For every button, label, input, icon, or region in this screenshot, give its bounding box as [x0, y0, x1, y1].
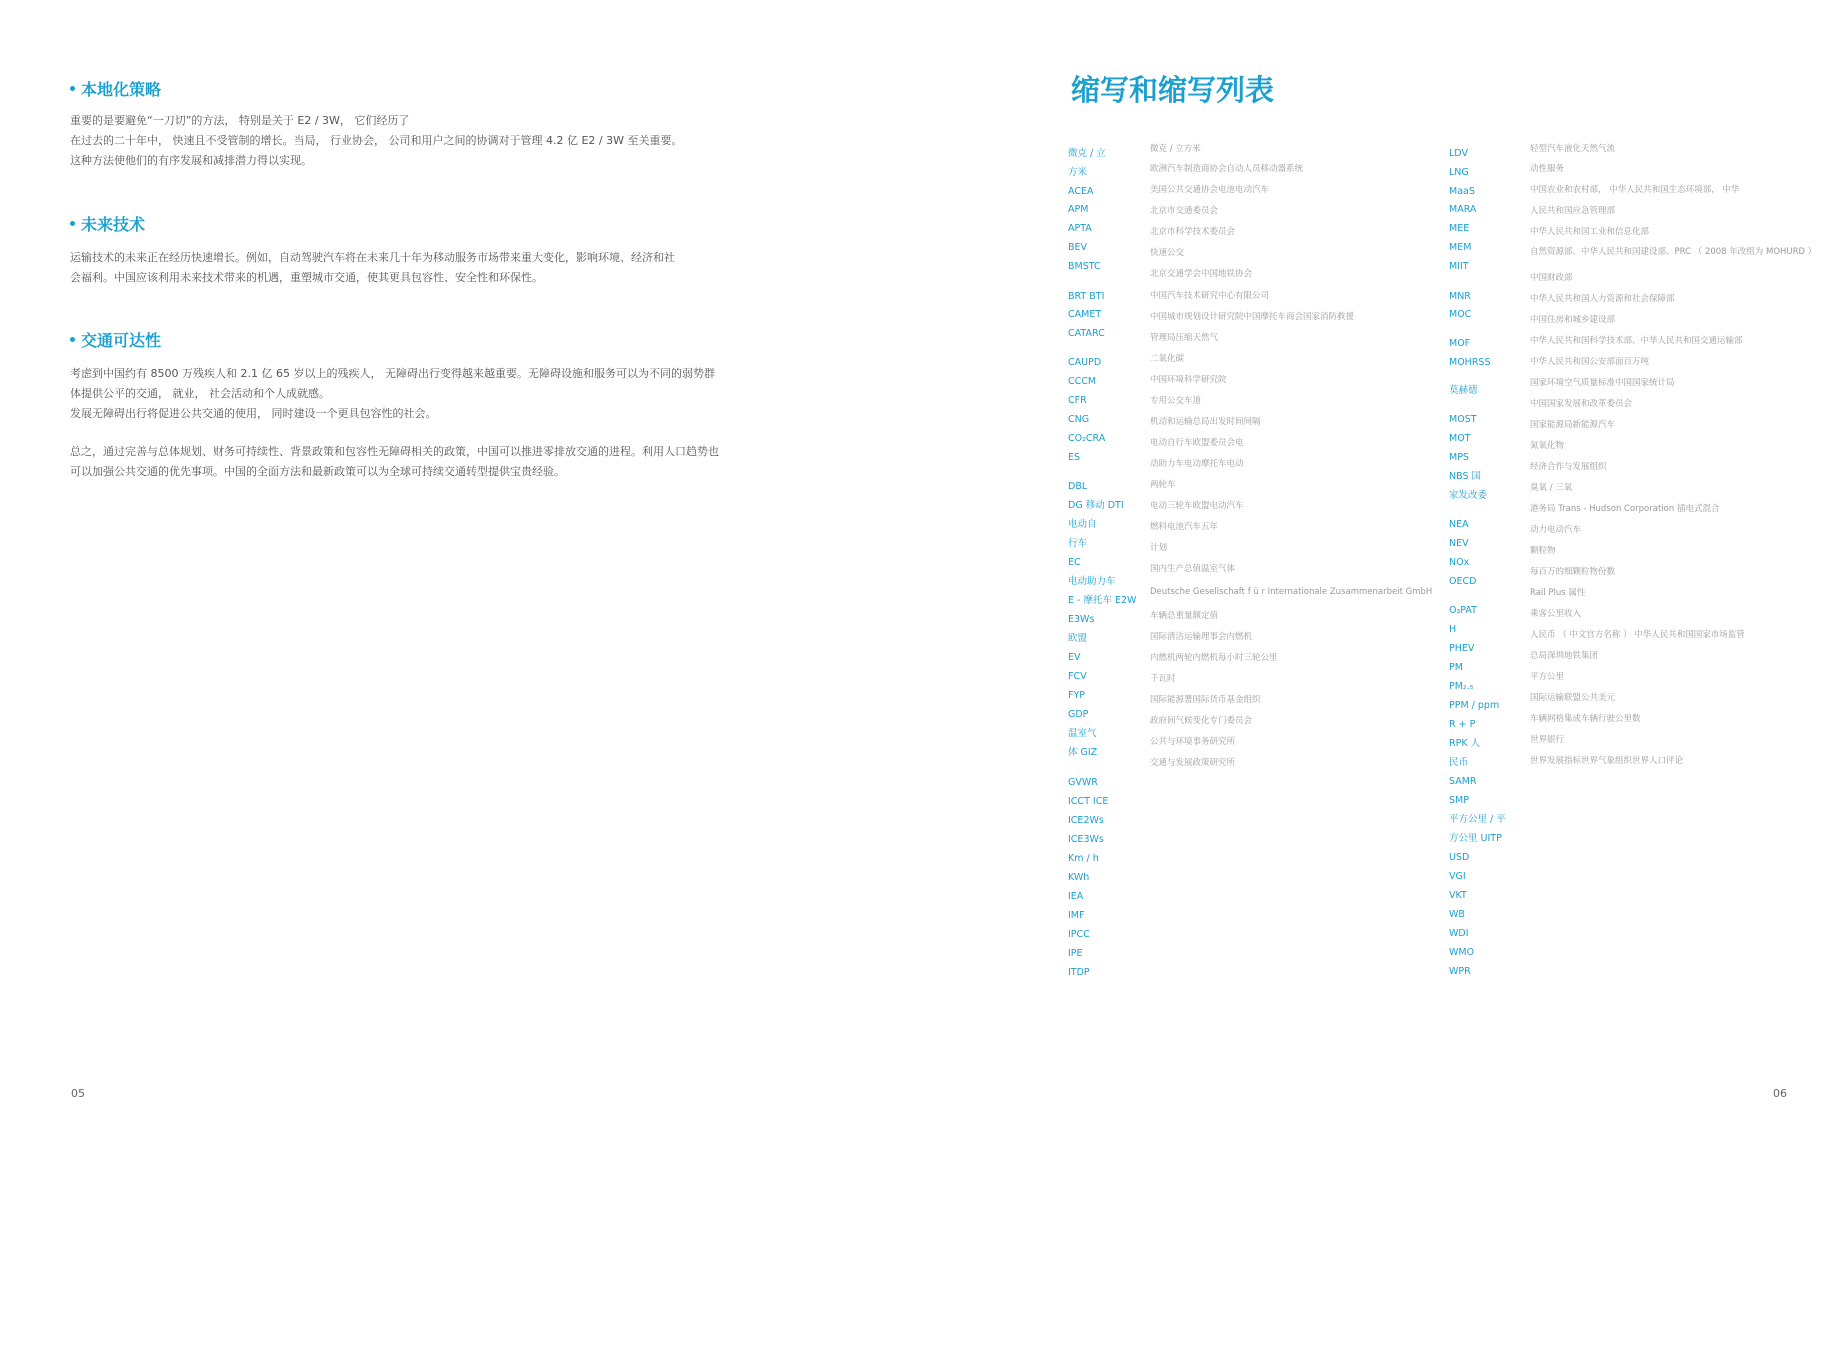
abbreviation-definition: 中国汽车技术研究中心有限公司 — [1150, 291, 1270, 301]
abbreviation-item — [1449, 180, 1475, 198]
abbreviation-term: ICE2Ws — [1068, 815, 1104, 826]
abbreviation-item — [1068, 370, 1096, 388]
abbreviation-term: ICCT ICE — [1068, 796, 1109, 807]
abbreviation-item — [1449, 484, 1487, 502]
abbreviation-item — [1449, 379, 1478, 397]
abbreviation-term: GDP — [1068, 709, 1089, 720]
abbreviation-item — [1068, 961, 1090, 979]
abbreviation-term: PM — [1449, 662, 1463, 673]
abbreviation-item — [1068, 532, 1087, 550]
abbreviation-item — [1068, 904, 1084, 922]
abbreviation-term: BMSTC — [1068, 261, 1101, 272]
bullet-dot-icon — [70, 86, 75, 91]
abbreviation-item — [1449, 285, 1471, 303]
abbreviation-definition: 国家环境空气质量标准中国国家统计局 — [1530, 378, 1675, 388]
abbreviation-term: MEM — [1449, 242, 1472, 253]
abbreviation-item — [1449, 884, 1467, 902]
abbreviation-item — [1068, 665, 1087, 683]
abbreviation-term: FCV — [1068, 671, 1087, 682]
abbreviation-item — [1449, 618, 1456, 636]
abbreviation-definition: 北京市交通委员会 — [1150, 206, 1219, 216]
abbreviation-term: EC — [1068, 557, 1081, 568]
abbreviation-term: EV — [1068, 652, 1081, 663]
abbreviation-item — [1449, 217, 1469, 235]
abbreviation-item — [1449, 751, 1468, 769]
abbreviation-definition: 管理局压缩天然气 — [1150, 333, 1219, 343]
abbreviation-definition: 两轮车 — [1150, 480, 1176, 490]
abbreviation-term: SMP — [1449, 795, 1469, 806]
abbreviation-term: H — [1449, 624, 1457, 635]
abbreviation-item — [1449, 770, 1477, 788]
abbreviation-item — [1068, 180, 1093, 198]
abbreviation-term: WB — [1449, 909, 1465, 920]
abbreviation-item — [1068, 608, 1094, 626]
abbreviation-term: GVWR — [1068, 777, 1098, 788]
abbreviation-definition: 中华人民共和国科学技术部、中华人民共和国交通运输部 — [1530, 336, 1743, 346]
abbreviation-item — [1068, 475, 1087, 493]
abbreviation-item — [1068, 942, 1083, 960]
abbreviation-term: CATARC — [1068, 328, 1105, 339]
abbreviation-definition: 电动三轮车欧盟电动汽车 — [1150, 501, 1244, 511]
abbreviation-definition: 政府间气候变化专门委员会 — [1150, 716, 1253, 726]
abbreviation-definition: 平方公里 — [1530, 672, 1565, 682]
abbreviation-definition: 交通与发展政策研究所 — [1150, 758, 1236, 768]
abbreviation-definition: 国际能源署国际货币基金组织 — [1150, 695, 1261, 705]
abbreviation-term: WDI — [1449, 928, 1469, 939]
abbreviation-item — [1068, 408, 1089, 426]
abbreviation-item — [1068, 236, 1087, 254]
abbreviation-term: KWh — [1068, 872, 1090, 883]
page-number: 05 — [71, 1087, 85, 1100]
abbreviation-term: VGI — [1449, 871, 1466, 882]
abbreviation-term: CCCM — [1068, 376, 1097, 387]
abbreviation-definition: 自然资源部、中华人民共和国建设部、PRC （ 2008 年改组为 MOHURD ） — [1530, 247, 1817, 257]
abbreviation-term: DG 移动 DTI — [1068, 500, 1124, 511]
abbreviation-definition: 美国公共交通协会电池电动汽车 — [1150, 185, 1270, 195]
abbreviation-term: MOST — [1449, 414, 1477, 425]
abbreviation-item — [1449, 808, 1506, 826]
abbreviation-item — [1068, 551, 1081, 569]
abbreviation-definition: 总局深圳地铁集团 — [1530, 651, 1599, 661]
abbreviation-definition: 电动自行车欧盟委员会电 — [1150, 438, 1244, 448]
abbreviation-term: IEA — [1068, 891, 1084, 902]
abbreviation-term: E3Ws — [1068, 614, 1095, 625]
abbreviation-term: MEE — [1449, 223, 1470, 234]
abbreviation-item — [1449, 941, 1474, 959]
abbreviation-item — [1449, 332, 1470, 350]
abbreviation-item — [1449, 637, 1474, 655]
abbreviation-term: WMO — [1449, 947, 1475, 958]
abbreviation-item — [1068, 684, 1085, 702]
abbreviation-definition: 人民币 （ 中文官方名称 ） 中华人民共和国国家市场监管 — [1530, 630, 1745, 640]
abbreviation-item — [1449, 789, 1469, 807]
abbreviation-term: 方米 — [1068, 167, 1088, 178]
abbreviation-item — [1068, 885, 1083, 903]
abbreviation-item — [1449, 465, 1481, 483]
abbreviation-definition: 机动和运输总局出发时间间隔 — [1150, 417, 1261, 427]
abbreviation-term: NEV — [1449, 538, 1469, 549]
abbreviation-definition: 中国农业和农村部， 中华人民共和国生态环境部， 中华 — [1530, 185, 1740, 195]
abbreviation-term: PM₂.₅ — [1449, 681, 1474, 692]
abbreviation-item — [1068, 217, 1092, 235]
abbreviation-definition: 千瓦时 — [1150, 674, 1176, 684]
abbreviation-item — [1068, 513, 1097, 531]
section-title: 交通可达性 — [70, 330, 790, 352]
abbreviation-item — [1449, 351, 1490, 369]
abbreviation-item — [1068, 627, 1087, 645]
section-localization — [70, 79, 790, 171]
abbreviation-item — [1068, 809, 1104, 827]
abbreviation-term: APM — [1068, 204, 1089, 215]
abbreviation-term: MIIT — [1449, 261, 1469, 272]
abbreviation-term: CAMET — [1068, 309, 1102, 320]
abbreviation-term: LNG — [1449, 167, 1469, 178]
abbreviation-term: CAUPD — [1068, 357, 1102, 368]
abbreviation-item — [1449, 161, 1469, 179]
abbreviation-definition: 国内生产总值温室气体 — [1150, 564, 1236, 574]
abbreviation-item — [1068, 161, 1087, 179]
abbreviation-definition: 经济合作与发展组织 — [1530, 462, 1607, 472]
abbreviation-term: O₃PAT — [1449, 605, 1477, 616]
abbreviation-definition: 中国住房和城乡建设部 — [1530, 315, 1616, 325]
abbreviation-definition: 二氧化碳 — [1150, 354, 1185, 364]
abbreviation-item — [1449, 532, 1469, 550]
abbreviation-term: CFR — [1068, 395, 1087, 406]
abbreviation-item — [1449, 513, 1469, 531]
abbreviation-term: PHEV — [1449, 643, 1475, 654]
abbreviation-term: NOx — [1449, 557, 1470, 568]
abbreviation-definition: 世界银行 — [1530, 735, 1565, 745]
abbreviation-term: NBS 国 — [1449, 471, 1482, 482]
abbreviation-definition: 中国国家发展和改革委员会 — [1530, 399, 1633, 409]
abbreviation-term: WPR — [1449, 966, 1471, 977]
bullet-dot-icon — [70, 337, 75, 342]
abbreviation-term: 平方公里 / 平 — [1449, 814, 1506, 825]
abbreviation-term: 民币 — [1449, 757, 1469, 768]
abbreviation-item — [1068, 847, 1099, 865]
abbreviation-definition: 中国城市规划设计研究院中国摩托车商会国家消防救援 — [1150, 312, 1355, 322]
abbreviation-term: MOHRSS — [1449, 357, 1491, 368]
abbreviation-term: Km / h — [1068, 853, 1099, 864]
abbreviation-term: 莫赫德 — [1449, 385, 1478, 396]
abbreviation-term: IPE — [1068, 948, 1083, 959]
abbreviation-definition: 中国环境科学研究院 — [1150, 375, 1227, 385]
abbreviation-term: 微克 / 立 — [1068, 148, 1106, 159]
bullet-dot-icon — [70, 221, 75, 226]
section-paragraph: 重要的是要避免“一刀切”的方法， 特别是关于 E2 / 3W， 它们经历了 在过去的二十年中， 快速且不受管制的增长。当局， 行业协会， 公司和用户之间的协调对于管理 4.2 亿 E2 / 3W 至关重要。 这种方法使他们的有序发展和减排潜力得以实现。 — [70, 114, 683, 167]
abbreviation-term: ICE3Ws — [1068, 834, 1104, 845]
abbreviation-item — [1449, 827, 1502, 845]
abbreviation-term: MPS — [1449, 452, 1469, 463]
abbreviation-definition: 每百万的细颗粒物份数 — [1530, 567, 1616, 577]
abbreviation-item — [1068, 646, 1081, 664]
abbreviation-term: 电动助力车 — [1068, 576, 1116, 587]
abbreviation-item — [1449, 303, 1471, 321]
abbreviation-term: 温室气 — [1068, 728, 1097, 739]
abbreviation-definition: 北京市科学技术委员会 — [1150, 227, 1236, 237]
abbreviation-item — [1449, 675, 1474, 693]
abbreviation-term: IMF — [1068, 910, 1085, 921]
section-title: 本地化策略 — [70, 79, 790, 101]
abbreviation-item — [1068, 255, 1101, 273]
abbreviation-definition: 公共与环境事务研究所 — [1150, 737, 1236, 747]
section-title: 未来技术 — [70, 214, 790, 236]
abbreviation-definition: 动性服务 — [1530, 164, 1565, 174]
abbreviation-definition: 欧洲汽车制造商协会自动人员移动器系统 — [1150, 164, 1304, 174]
abbreviation-definition: 北京交通学会中国地铁协会 — [1150, 269, 1253, 279]
abbreviation-term: MOF — [1449, 338, 1471, 349]
abbreviation-term: SAMR — [1449, 776, 1477, 787]
abbreviation-definition: 内燃机两轮内燃机每小时三轮公里 — [1150, 653, 1278, 663]
abbreviation-item — [1068, 322, 1105, 340]
abbreviation-item — [1068, 771, 1098, 789]
abbreviation-definition: 车辆总重量额定值 — [1150, 611, 1219, 621]
abbreviation-item — [1449, 408, 1477, 426]
section-accessibility — [70, 330, 790, 482]
abbreviation-item — [1068, 285, 1104, 303]
abbreviation-item — [1449, 656, 1463, 674]
abbreviation-term: PPM / ppm — [1449, 700, 1500, 711]
page-title: 缩写和缩写列表 — [1071, 73, 1275, 107]
abbreviation-term: 体 GIZ — [1068, 747, 1098, 758]
abbreviation-item — [1449, 713, 1475, 731]
abbreviation-definition: 专用公交车道 — [1150, 396, 1202, 406]
abbreviation-definition: 国家能源局新能源汽车 — [1530, 420, 1616, 430]
abbreviation-definition: 中华人民共和国公安部面百万吨 — [1530, 357, 1650, 367]
abbreviation-term: BRT BTI — [1068, 291, 1105, 302]
abbreviation-item — [1449, 198, 1476, 216]
abbreviation-definition: Rail Plus 属性 — [1530, 588, 1586, 598]
abbreviation-item — [1068, 703, 1088, 721]
abbreviation-definition: 国际运输联盟公共美元 — [1530, 693, 1616, 703]
section-paragraph: 考虑到中国约有 8500 万残疾人和 2.1 亿 65 岁以上的残疾人， 无障碍出行变得越来越重要。无障碍设施和服务可以为不同的弱势群 体提供公平的交通， 就业， 社会活动和个人成就感。 发展无障碍出行将促进公共交通的使用， 同时建设一个更具包容性的社会。 — [70, 367, 715, 420]
abbreviation-item — [1068, 303, 1101, 321]
abbreviation-item — [1068, 589, 1136, 607]
abbreviation-item — [1449, 551, 1469, 569]
abbreviation-definition: Deutsche Gesellschaft f ü r Internationale Zusammenarbeit GmbH — [1150, 587, 1433, 597]
section-paragraph: 运输技术的未来正在经历快速增长。例如，自动驾驶汽车将在未来几十年为移动服务市场带来重大变化，影响环境、经济和社 会福利。中国应该利用未来技术带来的机遇，重塑城市交通，使其更具包容性、安全性和环保性。 — [70, 251, 675, 284]
conclusion-paragraph: 总之，通过完善与总体规划、财务可持续性、背景政策和包容性无障碍相关的政策，中国可以推进零排放交通的进程。利用人口趋势也 可以加强公共交通的优先事项。中国的全面方法和最新政策可以为全球可持续交通转型提供宝贵经验。 — [70, 445, 719, 478]
abbreviation-term: ITDP — [1068, 967, 1090, 978]
abbreviation-definition: 计划 — [1150, 543, 1168, 553]
abbreviation-term: RPK 人 — [1449, 738, 1481, 749]
abbreviation-term: CO₂CRA — [1068, 433, 1106, 444]
abbreviation-term: 电动自 — [1068, 519, 1097, 530]
abbreviation-term: 方公里 UITP — [1449, 833, 1502, 844]
abbreviation-term: BEV — [1068, 242, 1088, 253]
abbreviation-term: ES — [1068, 452, 1081, 463]
abbreviation-item — [1068, 446, 1080, 464]
abbreviation-item — [1449, 922, 1469, 940]
page-number: 06 — [1773, 1087, 1787, 1100]
abbreviation-term: CNG — [1068, 414, 1090, 425]
abbreviation-definition: 乘客公里收入 — [1530, 609, 1582, 619]
abbreviation-definition: 颗粒物 — [1530, 546, 1556, 556]
abbreviation-term: USD — [1449, 852, 1470, 863]
abbreviation-term: MNR — [1449, 291, 1471, 302]
abbreviation-term: 家发改委 — [1449, 490, 1488, 501]
abbreviation-term: 行车 — [1068, 538, 1088, 549]
abbreviation-definition: 人民共和国应急管理部 — [1530, 206, 1616, 216]
abbreviation-item — [1068, 142, 1106, 160]
abbreviation-item — [1449, 570, 1476, 588]
abbreviation-item — [1068, 389, 1087, 407]
abbreviation-term: NEA — [1449, 519, 1469, 530]
abbreviation-term: APTA — [1068, 223, 1092, 234]
abbreviation-definition: 臭氧 / 三氧 — [1530, 483, 1573, 493]
abbreviation-term: LDV — [1449, 148, 1468, 159]
abbreviation-definition: 中华人民共和国人力资源和社会保障部 — [1530, 294, 1675, 304]
abbreviation-term: E - 摩托车 E2W — [1068, 595, 1137, 606]
abbreviation-item — [1449, 865, 1466, 883]
right-page — [921, 0, 1843, 1347]
abbreviation-definition: 世界发展指标世界气象组织世界人口评论 — [1530, 756, 1684, 766]
abbreviation-term: VKT — [1449, 890, 1467, 901]
abbreviation-item — [1449, 446, 1469, 464]
left-page — [0, 0, 921, 1347]
abbreviation-item — [1449, 960, 1471, 978]
abbreviation-term: MARA — [1449, 204, 1477, 215]
abbreviation-term: FYP — [1068, 690, 1085, 701]
abbreviation-definition: 燃料电池汽车五年 — [1150, 522, 1219, 532]
abbreviation-item — [1449, 236, 1471, 254]
abbreviation-item — [1068, 828, 1104, 846]
abbreviation-term: MOC — [1449, 309, 1472, 320]
abbreviation-item — [1449, 694, 1499, 712]
abbreviation-definition: 国际清洁运输理事会内燃机 — [1150, 632, 1253, 642]
abbreviation-item — [1068, 722, 1097, 740]
abbreviation-item — [1068, 198, 1088, 216]
abbreviation-definition: 动助力车电动摩托车电动 — [1150, 459, 1244, 469]
abbreviation-item — [1068, 866, 1089, 884]
abbreviation-item — [1068, 923, 1090, 941]
abbreviation-item — [1068, 570, 1116, 588]
abbreviation-term: OECD — [1449, 576, 1477, 587]
abbreviation-definition: 轻型汽车液化天然气流 — [1530, 144, 1616, 154]
abbreviation-term: MaaS — [1449, 186, 1475, 197]
abbreviation-item — [1449, 427, 1470, 445]
abbreviation-definition: 快速公交 — [1150, 248, 1185, 258]
abbreviation-definition: 车辆网格集成车辆行驶公里数 — [1530, 714, 1641, 724]
abbreviation-term: 欧盟 — [1068, 633, 1088, 644]
abbreviation-term: R + P — [1449, 719, 1476, 730]
abbreviation-term: IPCC — [1068, 929, 1090, 940]
abbreviation-item — [1449, 255, 1469, 273]
abbreviation-definition: 动力电动汽车 — [1530, 525, 1582, 535]
abbreviation-term: ACEA — [1068, 186, 1094, 197]
abbreviation-definition: 中国财政部 — [1530, 273, 1573, 283]
abbreviation-item — [1068, 351, 1101, 369]
abbreviation-item — [1449, 732, 1480, 750]
abbreviation-item — [1068, 427, 1105, 445]
abbreviation-item — [1068, 741, 1097, 759]
abbreviation-term: DBL — [1068, 481, 1088, 492]
section-future-tech — [70, 214, 790, 288]
abbreviation-item — [1068, 790, 1108, 808]
abbreviation-term: MOT — [1449, 433, 1471, 444]
abbreviation-definition: 微克 / 立方米 — [1150, 144, 1201, 154]
abbreviation-item — [1449, 142, 1468, 160]
abbreviation-item — [1449, 903, 1465, 921]
abbreviation-item — [1068, 494, 1124, 512]
abbreviation-definition: 港务局 Trans - Hudson Corporation 插电式混合 — [1530, 504, 1720, 514]
abbreviation-item — [1449, 846, 1469, 864]
abbreviation-item — [1449, 599, 1477, 617]
abbreviation-definition: 氮氧化物 — [1530, 441, 1565, 451]
abbreviation-definition: 中华人民共和国工业和信息化部 — [1530, 227, 1650, 237]
